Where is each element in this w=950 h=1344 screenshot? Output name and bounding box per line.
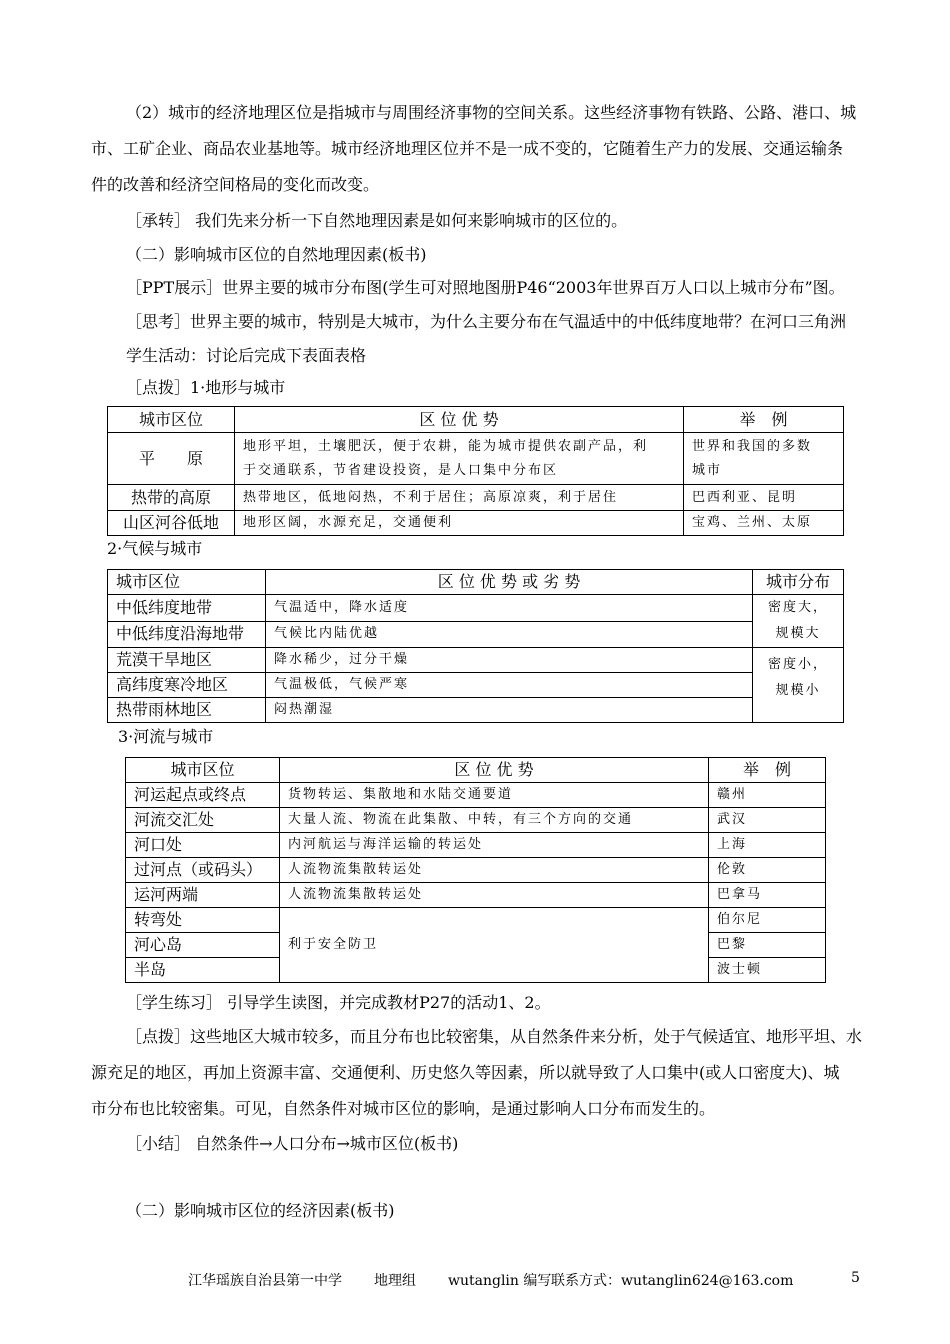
table-header: 城市区位 — [126, 758, 280, 783]
handwritten-cell: 伯尔尼 — [709, 908, 826, 933]
paragraph-line: 件的改善和经济空间格局的变化而改变。 — [91, 175, 380, 194]
subsection-river: 3·河流与城市 — [118, 727, 214, 746]
handwritten-cell: 伦敦 — [709, 858, 826, 883]
handwritten-cell: 降水稀少，过分干燥 — [266, 648, 753, 673]
table-cell: 山区河谷低地 — [108, 511, 235, 536]
handwritten-cell: 闷热潮湿 — [266, 698, 753, 723]
paragraph-line: （2）城市的经济地理区位是指城市与周围经济事物的空间关系。这些经济事物有铁路、公路、港口、城 — [126, 103, 857, 122]
table-cell: 荒漠干旱地区 — [108, 648, 266, 673]
table-row — [126, 858, 826, 883]
footer-school: 江华瑶族自治县第一中学 — [188, 1273, 342, 1289]
table-cell: 半岛 — [126, 958, 280, 983]
terrain-table — [107, 406, 844, 536]
handwritten-cell: 热带地区，低地闷热，不利于居住；高原凉爽，利于居住 — [235, 485, 684, 511]
table-header: 区 位 优 势 或 劣 势 — [266, 570, 753, 595]
activity-text: 学生活动：讨论后完成下表面表格 — [126, 346, 367, 365]
table-cell: 过河点（或码头） — [126, 858, 280, 883]
table-row — [126, 783, 826, 808]
table-row — [108, 511, 844, 536]
footer-contact: 联系方式：wutanglin624@163.com — [551, 1273, 794, 1289]
table-row — [108, 595, 844, 622]
table-header: 举 例 — [684, 407, 844, 433]
distribution-cell: 密度小， 规模小 — [753, 648, 844, 723]
table-row — [108, 433, 844, 485]
handwritten-cell: 气温适中，降水适度 — [266, 595, 753, 622]
paragraph-line: ［点拨］这些地区大城市较多，而且分布也比较密集，从自然条件来分析，处于气候适宜、地形平坦、水 — [126, 1027, 863, 1046]
table-cell: 运河两端 — [126, 883, 280, 908]
handwritten-cell: 气温极低，气候严寒 — [266, 673, 753, 698]
handwritten-cell: 货物转运、集散地和水陆交通要道 — [280, 783, 709, 808]
handwritten-cell: 上海 — [709, 833, 826, 858]
practice-text: ［学生练习］ 引导学生读图，并完成教材P27的活动1、2。 — [126, 993, 551, 1012]
handwritten-cell: 人流物流集散转运处 — [280, 858, 709, 883]
table-cell: 河心岛 — [126, 933, 280, 958]
ppt-text: ［PPT展示］世界主要的城市分布图(学生可对照地图册P46“2003年世界百万人口以上城市分布”图。 — [126, 278, 845, 297]
handwritten-cell: 巴黎 — [709, 933, 826, 958]
table-header: 举 例 — [709, 758, 826, 783]
section-heading: （二）影响城市区位的经济因素(板书) — [126, 1201, 395, 1220]
table-row — [126, 808, 826, 833]
table-cell: 中低纬度地带 — [108, 595, 266, 622]
handwritten-cell: 巴拿马 — [709, 883, 826, 908]
table-cell: 平 原 — [108, 433, 235, 485]
table-header: 城市区位 — [108, 407, 235, 433]
river-table — [125, 757, 826, 983]
table-cell: 高纬度寒冷地区 — [108, 673, 266, 698]
climate-table — [107, 569, 844, 723]
section-heading: （二）影响城市区位的自然地理因素(板书) — [126, 245, 427, 264]
handwritten-cell: 赣州 — [709, 783, 826, 808]
paragraph-line: 市分布也比较密集。可见，自然条件对城市区位的影响，是通过影响人口分布而发生的。 — [91, 1099, 716, 1118]
handwritten-cell: 人流物流集散转运处 — [280, 883, 709, 908]
transition-text: ［承转］ 我们先来分析一下自然地理因素是如何来影响城市的区位的。 — [126, 211, 628, 230]
summary-text: ［小结］ 自然条件→人口分布→城市区位(板书) — [126, 1134, 459, 1153]
paragraph-line: 源充足的地区，再加上资源丰富、交通便利、历史悠久等因素，所以就导致了人口集中(或人口密度大)、城 — [91, 1063, 840, 1082]
footer-group: 地理组 — [374, 1273, 416, 1289]
table-cell: 河流交汇处 — [126, 808, 280, 833]
table-header: 区 位 优 势 — [235, 407, 684, 433]
table-cell: 河口处 — [126, 833, 280, 858]
handwritten-cell: 巴西利亚、昆明 — [684, 485, 844, 511]
handwritten-cell: 利于安全防卫 — [280, 908, 709, 983]
table-cell: 热带雨林地区 — [108, 698, 266, 723]
table-row — [108, 621, 844, 648]
handwritten-cell: 世界和我国的多数 城市 — [684, 433, 844, 485]
handwritten-cell: 地形区阔，水源充足，交通便利 — [235, 511, 684, 536]
table-header: 城市分布 — [753, 570, 844, 595]
handwritten-cell: 内河航运与海洋运输的转运处 — [280, 833, 709, 858]
table-row — [126, 883, 826, 908]
table-row — [126, 908, 826, 933]
table-cell: 热带的高原 — [108, 485, 235, 511]
table-header: 区 位 优 势 — [280, 758, 709, 783]
handwritten-cell: 宝鸡、兰州、太原 — [684, 511, 844, 536]
table-cell: 转弯处 — [126, 908, 280, 933]
table-row — [108, 673, 844, 698]
handwritten-cell: 波士顿 — [709, 958, 826, 983]
page-number: 5 — [851, 1270, 860, 1286]
subsection-climate: 2·气候与城市 — [107, 539, 203, 558]
table-row — [108, 698, 844, 723]
handwritten-cell: 地形平坦，土壤肥沃，便于农耕，能为城市提供农副产品，利 于交通联系，节省建设投资，是人口集中分布区 — [235, 433, 684, 485]
subsection-terrain: ［点拨］1·地形与城市 — [126, 378, 286, 397]
table-row — [108, 485, 844, 511]
paragraph-line: 市、工矿企业、商品农业基地等。城市经济地理区位并不是一成不变的，它随着生产力的发展、交通运输条 — [91, 139, 844, 158]
table-row — [126, 833, 826, 858]
table-row — [108, 648, 844, 673]
table-header: 城市区位 — [108, 570, 266, 595]
table-cell: 中低纬度沿海地带 — [108, 621, 266, 648]
footer-author: wutanglin 编写 — [448, 1273, 552, 1289]
think-text: ［思考］世界主要的城市，特别是大城市，为什么主要分布在气温适中的中低纬度地带？在河口三角洲 — [126, 312, 847, 331]
handwritten-cell: 武汉 — [709, 808, 826, 833]
table-cell: 河运起点或终点 — [126, 783, 280, 808]
handwritten-cell: 大量人流、物流在此集散、中转，有三个方向的交通 — [280, 808, 709, 833]
handwritten-cell: 气候比内陆优越 — [266, 621, 753, 648]
distribution-cell: 密度大， 规模大 — [753, 595, 844, 648]
